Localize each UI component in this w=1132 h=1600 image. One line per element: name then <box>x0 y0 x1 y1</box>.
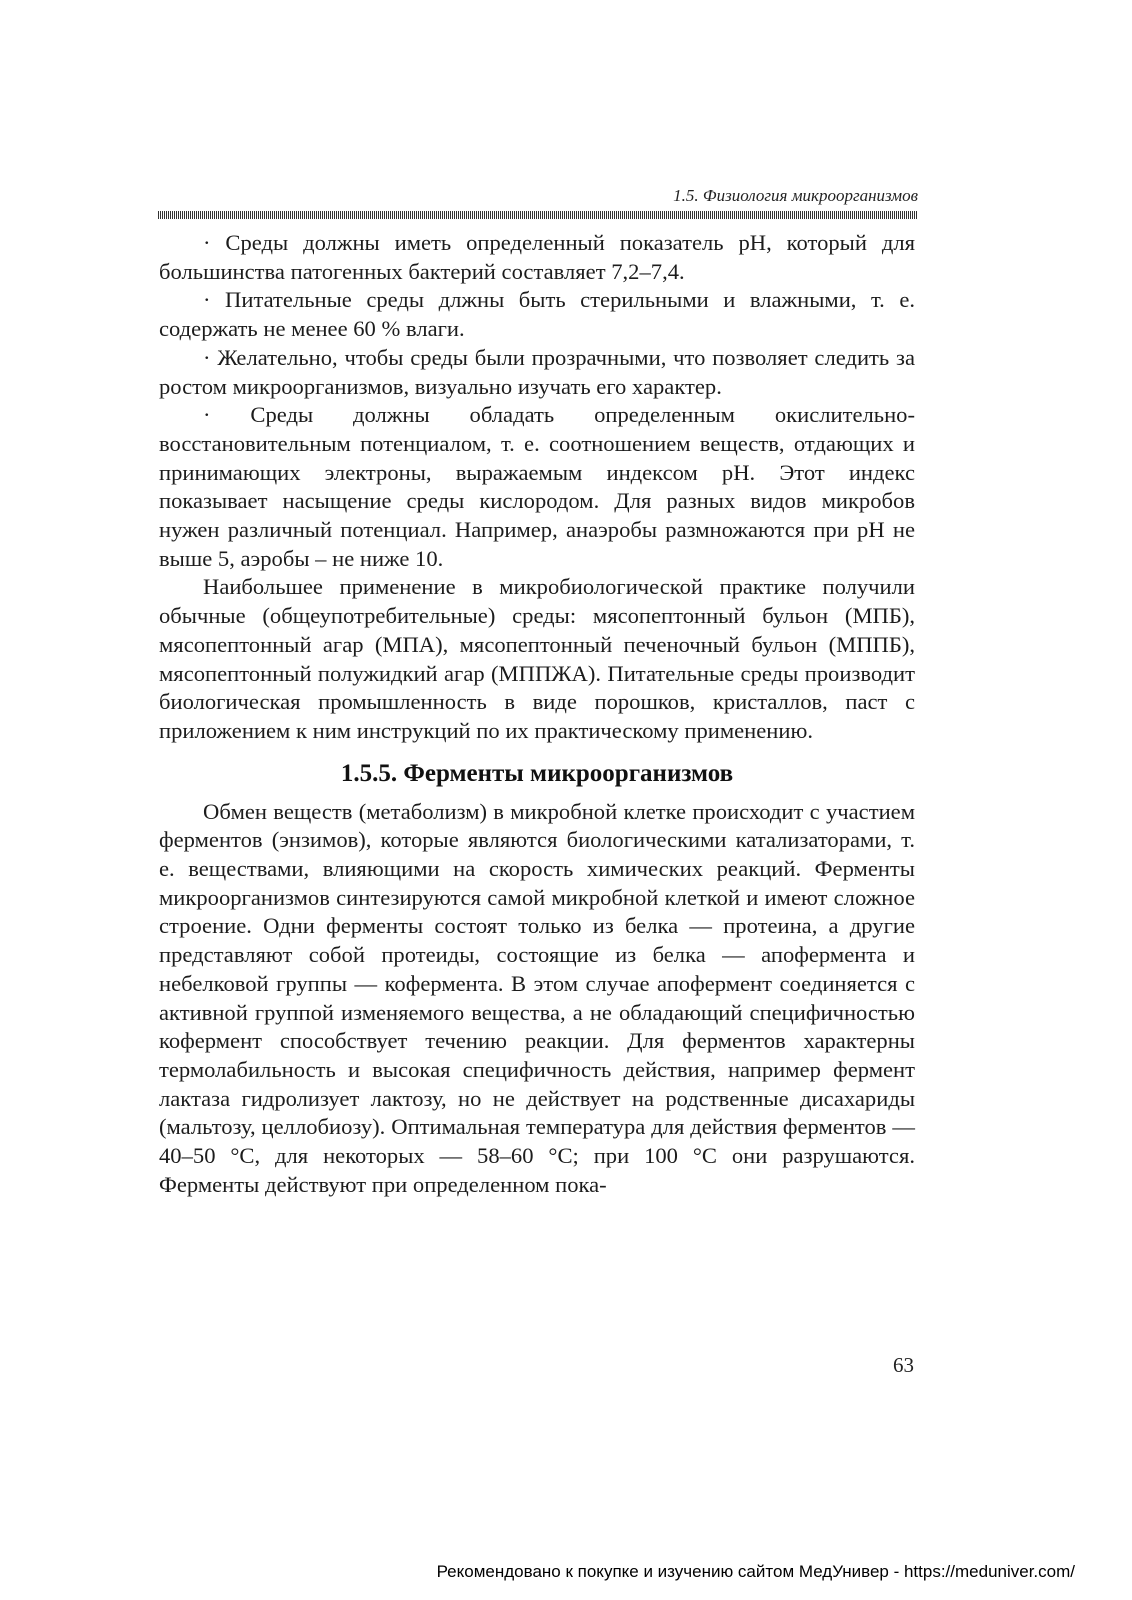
running-head: 1.5. Физиология микроорганизмов <box>673 186 918 205</box>
paragraph: Наибольшее применение в микробиологической практике получили обычные (общеупотребительные) среды: мясопептонный бульон (МПБ), мясопептонный агар (МПА), мясопептонный печеночный бульон (МППБ), мясопептонный полужидкий агар (МППЖА). Питательные среды производит биологическая промышленность в виде порошков, кристаллов, паст с приложением к ним инструкций по их практическому применению. <box>159 574 915 743</box>
paragraph: · Среды должны иметь определенный показатель pH, который для большинства патогенных бактерий составляет 7,2–7,4. <box>159 230 915 284</box>
header-rule <box>158 211 918 219</box>
page-number: 63 <box>893 1353 914 1377</box>
paragraph: Обмен веществ (метаболизм) в микробной клетке происходит с участием ферментов (энзимов), которые являются биологическими катализаторами, т. е. веществами, влияющими на скорость химических реакций. Ферменты микроорганизмов синтезируются самой микробной клеткой и имеют сложное строение. Одни ферменты состоят только из белка — протеина, а другие представляют собой протеиды, состоящие из белка — апофермента и небелковой группы — кофермента. В этом случае апофермент соединяется с активной группой изменяемого вещества, а не обладающий специфичностью кофермент способствует течению реакции. Для ферментов характерны термолабильность и высокая специфичность действия, например фермент лактаза гидролизует лактозу, но не действует на родственные дисахариды (мальтозу, целлобиозу). Оптимальная температура для действия ферментов — 40–50 °С, для некоторых — 58–60 °С; при 100 °С они разрушаются. Ферменты действуют при определенном пока- <box>159 798 915 1197</box>
page-body <box>159 229 915 1200</box>
watermark-text: Рекомендовано к покупке и изучению сайтом МедУнивер - https://meduniver.com/ <box>436 1562 1075 1581</box>
paragraph: · Среды должны обладать определенным окислительно-восстановительным потенциалом, т. е. соотношением веществ, отдающих и принимающих электроны, выражаемым индексом pH. Этот индекс показывает насыщение среды кислородом. Для разных видов микробов нужен различный потенциал. Например, анаэробы размножаются при pH не выше 5, аэробы – не ниже 10. <box>159 402 915 571</box>
paragraph: · Желательно, чтобы среды были прозрачными, что позволяет следить за ростом микроорганизмов, визуально изучать его характер. <box>159 344 915 399</box>
paragraph: · Питательные среды длжны быть стерильными и влажными, т. е. содержать не менее 60 % влаги. <box>159 287 915 342</box>
section-title: 1.5.5. Ферменты микроорганизмов <box>340 759 734 787</box>
